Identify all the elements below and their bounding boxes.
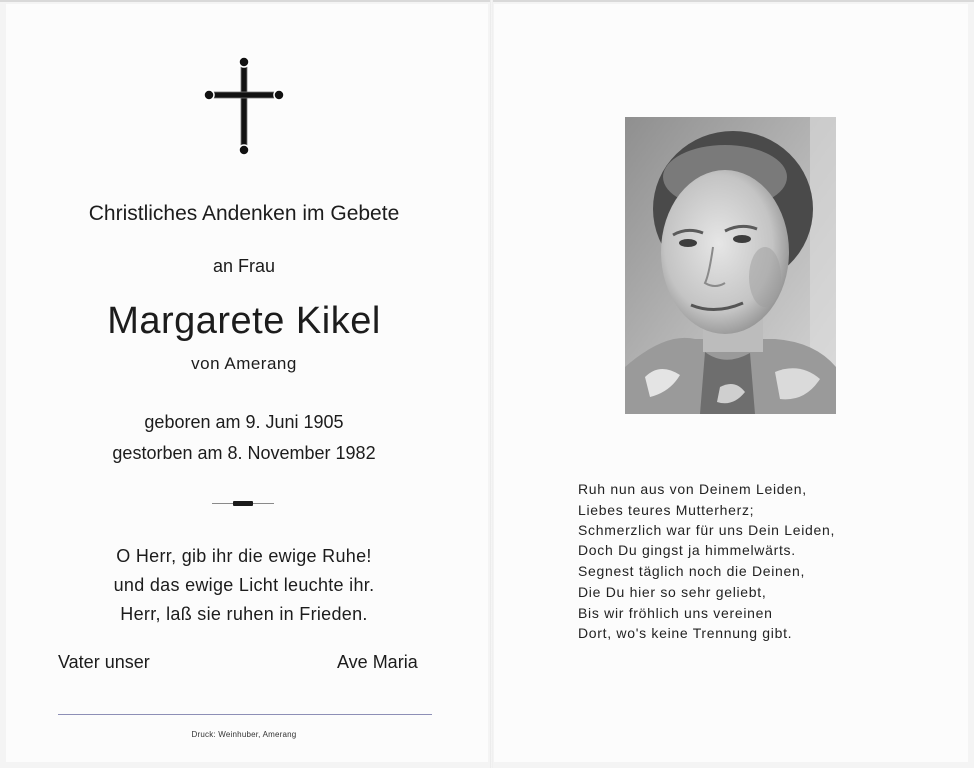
deceased-name: Margarete Kikel bbox=[107, 300, 381, 342]
scan-top-edge bbox=[0, 0, 974, 2]
deceased-origin: von Amerang bbox=[191, 354, 297, 373]
birth-date: geboren am 9. Juni 1905 bbox=[144, 412, 344, 432]
ornament-divider-icon bbox=[212, 498, 274, 508]
prayer-ave-maria: Ave Maria bbox=[337, 652, 418, 672]
bottom-rule bbox=[58, 714, 432, 715]
poem-line: Dort, wo's keine Trennung gibt. bbox=[578, 625, 793, 641]
card-fold bbox=[490, 0, 493, 768]
prayer-line: O Herr, gib ihr die ewige Ruhe! bbox=[116, 546, 372, 566]
addressee-line: an Frau bbox=[212, 256, 276, 276]
printer-credit: Druck: Weinhuber, Amerang bbox=[191, 730, 297, 739]
death-date: gestorben am 8. November 1982 bbox=[112, 443, 376, 463]
portrait-photo bbox=[625, 117, 836, 414]
memorial-heading: Christliches Andenken im Gebete bbox=[88, 202, 400, 225]
latin-cross-icon bbox=[204, 54, 284, 158]
poem-line: Doch Du gingst ja himmelwärts. bbox=[578, 542, 796, 558]
poem-line: Bis wir fröhlich uns vereinen bbox=[578, 605, 773, 621]
poem-line: Segnest täglich noch die Deinen, bbox=[578, 563, 806, 579]
poem-line: Die Du hier so sehr geliebt, bbox=[578, 584, 767, 600]
poem-line: Ruh nun aus von Deinem Leiden, bbox=[578, 481, 807, 497]
poem-line: Liebes teures Mutterherz; bbox=[578, 502, 755, 518]
prayer-line: Herr, laß sie ruhen in Frieden. bbox=[120, 604, 368, 624]
prayer-vater-unser: Vater unser bbox=[58, 652, 150, 672]
poem-line: Schmerzlich war für uns Dein Leiden, bbox=[578, 522, 836, 538]
prayer-line: und das ewige Licht leuchte ihr. bbox=[113, 575, 375, 595]
